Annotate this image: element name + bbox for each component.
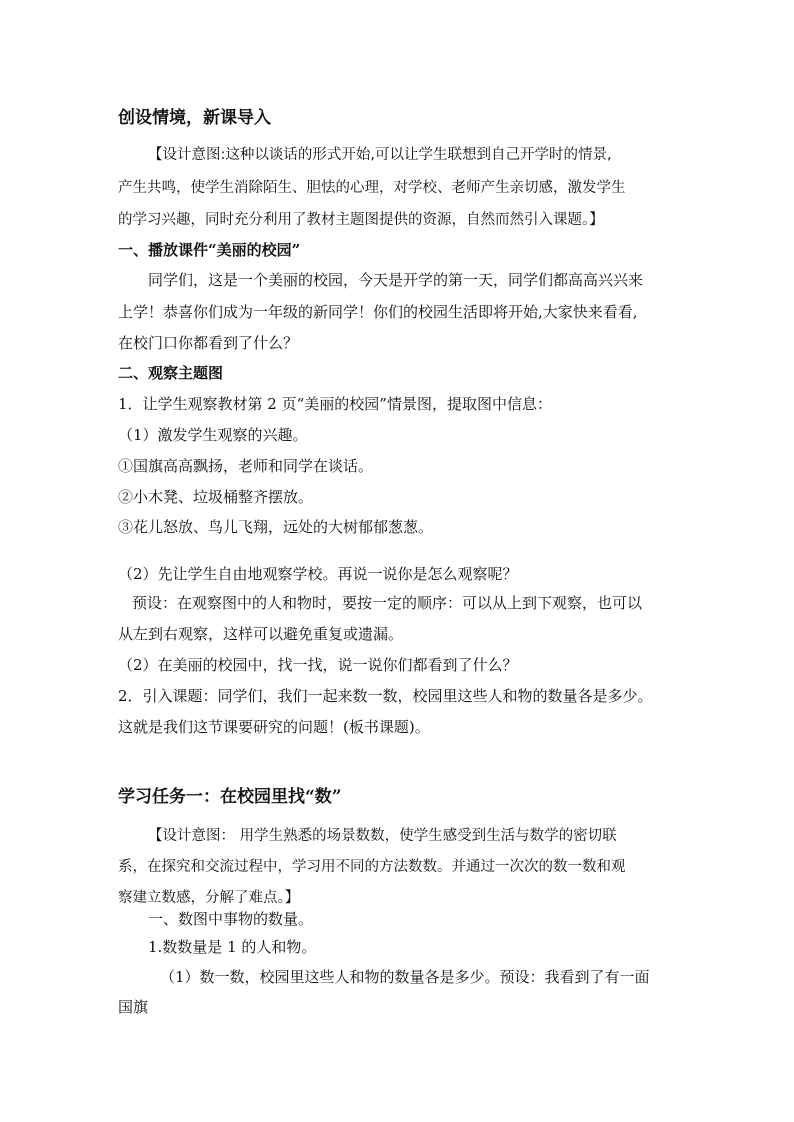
task1-line-4: 国旗: [118, 998, 149, 1016]
part2b-line-6: 这就是我们这节课要研究的问题！(板书课题)。: [118, 718, 430, 736]
part1-text-line-1: 同学们，这是一个美丽的校园，今天是开学的第一天，同学们都高高兴兴来: [148, 271, 644, 289]
task1-intent-line-3: 察建立数感，分解了难点。】: [118, 890, 300, 906]
design-intent-line-2: 产生共鸣，使学生消除陌生、胆怯的心理，对学校、老师产生亲切感，激发学生: [118, 180, 626, 196]
part2-line-3: ①国旗高高飘扬，老师和同学在谈话。: [118, 457, 374, 475]
part1-text-line-3: 在校门口你都看到了什么？: [118, 334, 299, 352]
part2-line-5: ③花儿怒放、鸟儿飞翔，远处的大树郁郁葱葱。: [118, 518, 434, 536]
part2b-line-5: 2．引入课题：同学们，我们一起来数一数，校园里这些人和物的数量各是多少。: [118, 687, 653, 705]
task1-line-2: 1.数数量是 1 的人和物。: [148, 938, 317, 956]
part2-line-4: ②小木凳、垃圾桶整齐摆放。: [118, 488, 314, 506]
part2-line-2: （1）激发学生观察的兴趣。: [118, 426, 308, 444]
part2-line-1: 1．让学生观察教材第 2 页“美丽的校园”情景图，提取图中信息：: [118, 395, 552, 413]
part2b-line-3: 从左到右观察，这样可以避免重复或遗漏。: [118, 625, 404, 643]
task1-intent-line-2: 系，在探究和交流过程中，学习用不同的方法数数。并通过一次次的数一数和观: [118, 859, 626, 875]
section-title-task1: 学习任务一：在校园里找“数”: [118, 787, 342, 807]
part2-heading: 二、观察主题图: [118, 364, 224, 382]
part1-heading: 一、播放课件“美丽的校园”: [118, 241, 301, 259]
part2b-line-1: （2）先让学生自由地观察学校。再说一说你是怎么观察呢？: [118, 565, 518, 583]
section-title-intro: 创设情境，新课导入: [118, 108, 271, 128]
task1-line-1: 一、数图中事物的数量。: [148, 910, 314, 928]
part2b-line-2: 预设：在观察图中的人和物时，要按一定的顺序：可以从上到下观察，也可以: [132, 594, 643, 612]
design-intent-line-1: 【设计意图:这种以谈话的形式开始,可以让学生联想到自己开学时的情景,: [148, 147, 612, 163]
part1-text-line-2: 上学！恭喜你们成为一年级的新同学！你们的校园生活即将开始,大家快来看看,: [118, 303, 638, 321]
part2b-line-4: （2）在美丽的校园中，找一找，说一说你们都看到了什么？: [118, 656, 518, 674]
task1-line-3: （1）数一数，校园里这些人和物的数量各是多少。预设：我看到了有一面: [160, 968, 650, 986]
design-intent-line-3: 的学习兴趣，同时充分利用了教材主题图提供的资源，自然而然引入课题。】: [118, 212, 604, 228]
task1-intent-line-1: 【设计意图： 用学生熟悉的场景数数，使学生感受到生活与数学的密切联: [148, 828, 617, 844]
